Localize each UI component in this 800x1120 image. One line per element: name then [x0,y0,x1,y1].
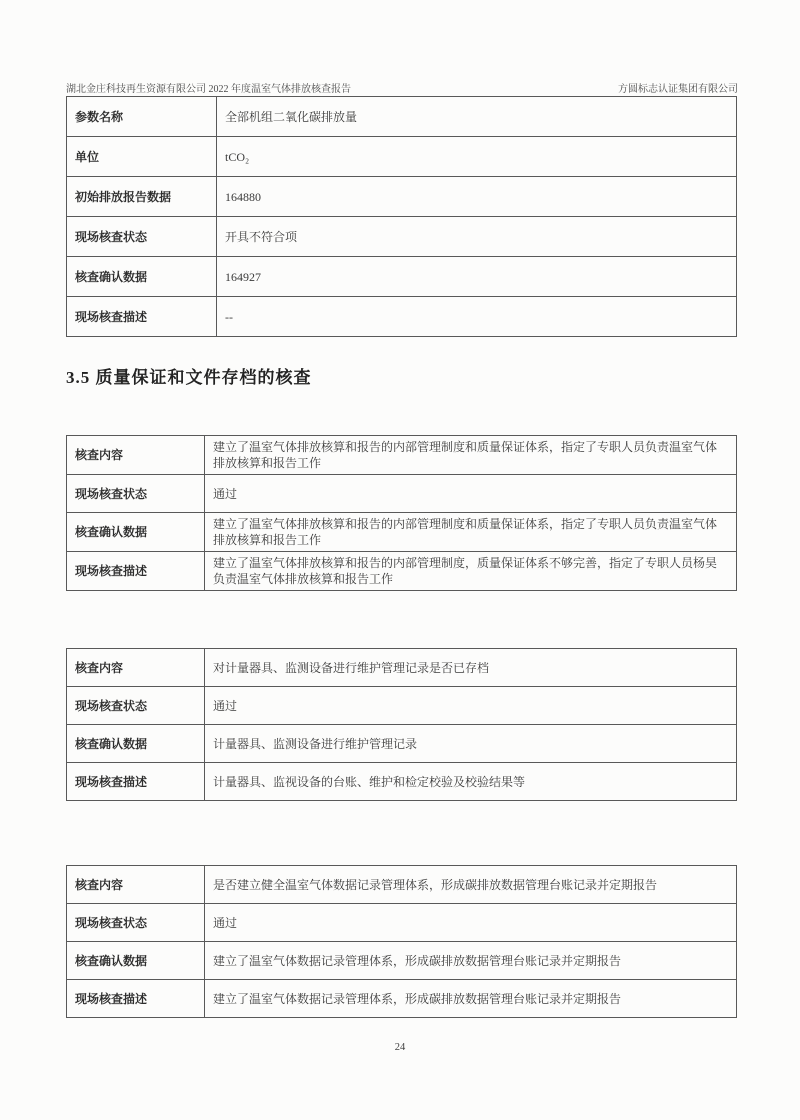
table-row [67,942,737,980]
page-header [66,80,738,95]
row-label: 现场核查描述 [67,980,205,1018]
table-row [67,137,737,177]
row-label: 现场核查描述 [67,297,217,337]
row-value: 是否建立健全温室气体数据记录管理体系，形成碳排放数据管理台账记录并定期报告 [205,866,737,904]
section-heading: 3.5 质量保证和文件存档的核查 [66,368,312,387]
table-row [67,177,737,217]
row-label: 核查确认数据 [67,725,205,763]
table-row [67,866,737,904]
qa-verification-table-1 [66,435,737,591]
row-value: 通过 [205,904,737,942]
qa-verification-table-2 [66,648,737,801]
table-row [67,904,737,942]
row-value: 164880 [217,177,737,217]
row-value: -- [217,297,737,337]
row-value: 对计量器具、监测设备进行维护管理记录是否已存档 [205,649,737,687]
row-label: 现场核查状态 [67,687,205,725]
table-row [67,552,737,591]
page-number: 24 [394,1042,406,1053]
table-row [67,513,737,552]
row-label: 单位 [67,137,217,177]
header-left-title: 湖北金庄科技再生资源有限公司 2022 年度温室气体排放核查报告 [66,84,351,95]
row-value: 建立了温室气体排放核算和报告的内部管理制度，质量保证体系不够完善，指定了专职人员杨昊负责温室气体排放核算和报告工作 [205,552,737,591]
row-value: 全部机组二氧化碳排放量 [217,97,737,137]
table-row [67,687,737,725]
row-label: 核查确认数据 [67,257,217,297]
row-value: tCO₂ [217,137,737,177]
table-row [67,217,737,257]
table-row [67,980,737,1018]
row-label: 现场核查状态 [67,904,205,942]
row-label: 参数名称 [67,97,217,137]
row-label: 现场核查描述 [67,552,205,591]
row-label: 核查确认数据 [67,513,205,552]
row-label: 现场核查描述 [67,763,205,801]
table-row [67,97,737,137]
table-row [67,257,737,297]
table-row [67,725,737,763]
row-value: 开具不符合项 [217,217,737,257]
parameter-table [66,96,737,337]
row-value: 建立了温室气体数据记录管理体系，形成碳排放数据管理台账记录并定期报告 [205,980,737,1018]
row-value: 计量器具、监视设备的台账、维护和检定校验及校验结果等 [205,763,737,801]
row-label: 现场核查状态 [67,217,217,257]
row-value: 通过 [205,687,737,725]
header-right-title: 方圆标志认证集团有限公司 [618,84,738,95]
row-value: 建立了温室气体排放核算和报告的内部管理制度和质量保证体系，指定了专职人员负责温室气体排放核算和报告工作 [205,513,737,552]
row-label: 核查内容 [67,436,205,475]
table-row [67,297,737,337]
row-label: 现场核查状态 [67,475,205,513]
table-row [67,436,737,475]
table-row [67,649,737,687]
row-label: 核查内容 [67,866,205,904]
row-value: 建立了温室气体数据记录管理体系，形成碳排放数据管理台账记录并定期报告 [205,942,737,980]
table-row [67,763,737,801]
row-value: 建立了温室气体排放核算和报告的内部管理制度和质量保证体系，指定了专职人员负责温室气体排放核算和报告工作 [205,436,737,475]
row-value: 通过 [205,475,737,513]
row-label: 初始排放报告数据 [67,177,217,217]
row-value: 计量器具、监测设备进行维护管理记录 [205,725,737,763]
row-value: 164927 [217,257,737,297]
row-label: 核查确认数据 [67,942,205,980]
row-label: 核查内容 [67,649,205,687]
qa-verification-table-3 [66,865,737,1018]
table-row [67,475,737,513]
